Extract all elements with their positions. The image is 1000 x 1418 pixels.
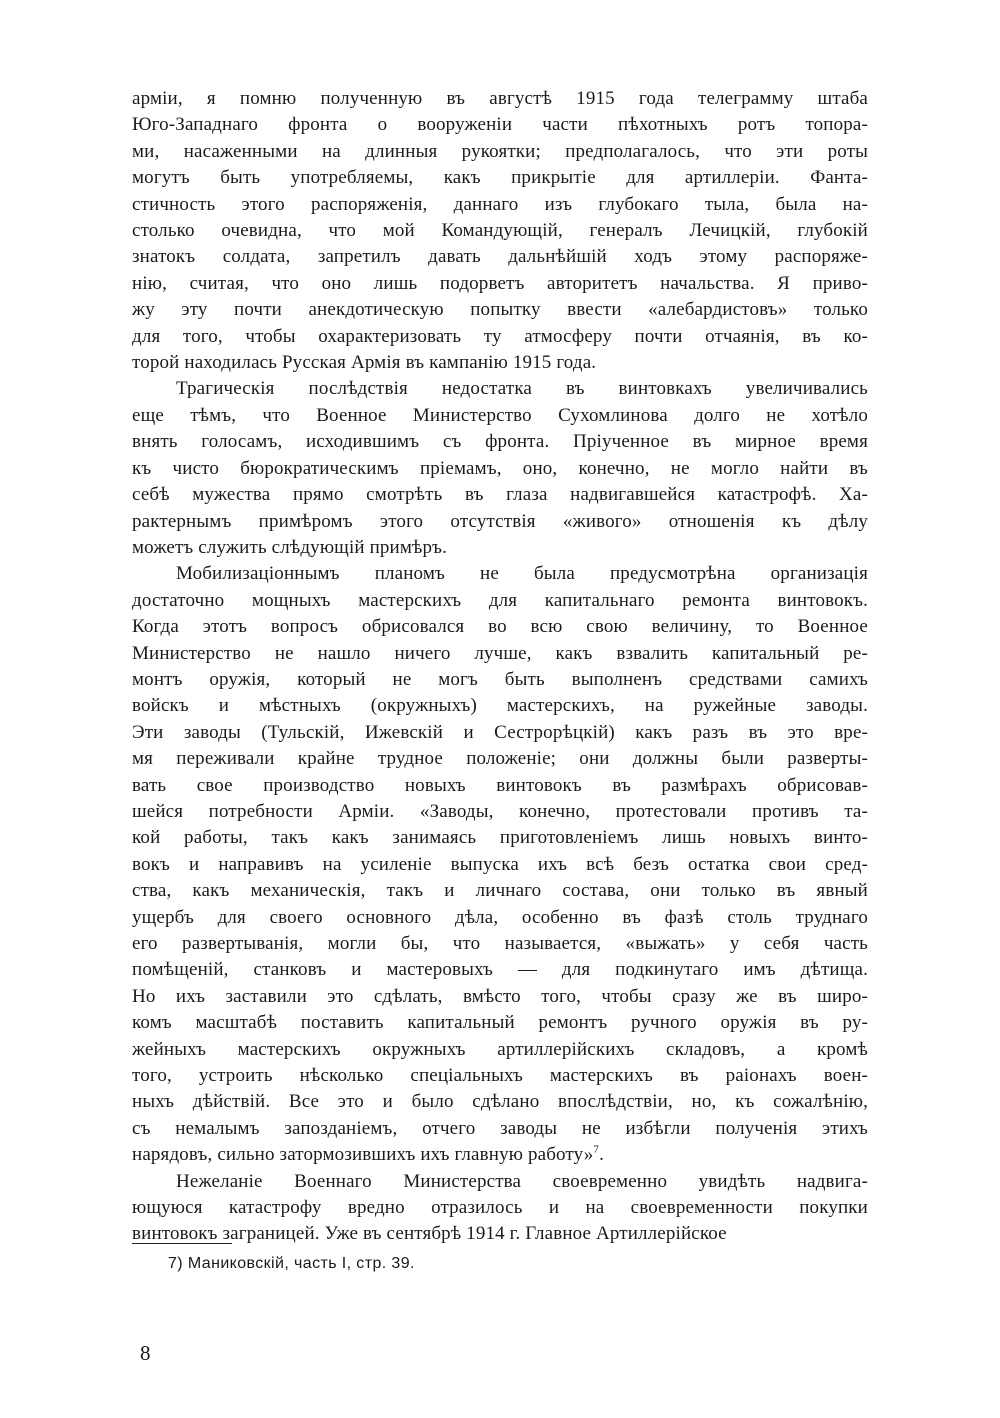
- text-line: нію, считая, что оно лишь подорветъ авторитетъ начальства. Я приво-: [132, 272, 868, 294]
- text-line: Мобилизаціоннымъ планомъ не была предусмотрѣна организація: [176, 563, 868, 585]
- text-line: стичность этого распоряженія, даннаго изъ глубокаго тыла, была на-: [132, 193, 868, 215]
- paragraph-2: [132, 376, 868, 561]
- text-line: ми, насаженными на длинныя рукоятки; предполагалось, что эти роты: [132, 140, 868, 162]
- text-line: внять голосамъ, исходившимъ съ фронта. Пріученное въ мирное время: [132, 431, 868, 453]
- page-number: 8: [140, 1341, 151, 1365]
- text-line: винтовокъ заграницей. Уже въ сентябрѣ 1914 г. Главное Артиллерійское: [132, 1223, 727, 1245]
- text-line: ныхъ дѣйствій. Все это и было сдѣлано впослѣдствіи, но, къ сожалѣнію,: [132, 1091, 868, 1113]
- text-line: арміи, я помню полученную въ августѣ 1915 года телеграмму штаба: [132, 88, 868, 109]
- text-line: войскъ и мѣстныхъ (окружныхъ) мастерскихъ, на ружейные заводы.: [132, 695, 868, 717]
- text-line: Когда этотъ вопросъ обрисовался во всю свою величину, то Военное: [132, 616, 868, 638]
- text-line: рактернымъ примѣромъ этого отсутствія «живого» отношенія къ дѣлу: [132, 510, 868, 532]
- paragraph-1: [132, 86, 868, 376]
- text-line: мя переживали крайне трудное положеніе; они должны были разверты-: [132, 748, 868, 770]
- text-line: комъ масштабѣ поставить капитальный ремонтъ ручного оружія въ ру-: [132, 1012, 868, 1034]
- paragraph-4: [132, 1169, 868, 1248]
- text-line: ущербъ для своего основного дѣла, особенно въ фазѣ столь труднаго: [132, 906, 868, 928]
- text-line: его развертыванія, могли бы, что называется, «выжать» у себя часть: [132, 933, 868, 954]
- text-line: помѣщеній, станковъ и мастеровыхъ — для подкинутаго имъ дѣтища.: [132, 959, 868, 981]
- text-line: съ немалымъ запозданіемъ, отчего заводы не избѣгли полученія этихъ: [132, 1117, 868, 1139]
- text-line: Юго-Западнаго фронта о вооруженіи части пѣхотныхъ ротъ топора-: [132, 114, 868, 136]
- text-line: достаточно мощныхъ мастерскихъ для капитальнаго ремонта винтовокъ.: [132, 589, 868, 611]
- text-line: столько очевидна, что мой Командующій, генералъ Лечицкій, глубокій: [132, 220, 868, 242]
- text-line: Эти заводы (Тульскій, Ижевскій и Сестрорѣцкій) какъ разъ въ это вре-: [132, 721, 868, 743]
- text-line: вать свое производство новыхъ винтовокъ въ размѣрахъ обрисовав-: [132, 774, 868, 796]
- text-line: кой работы, такъ какъ занимаясь приготовленіемъ лишь новыхъ винто-: [132, 827, 868, 849]
- text-line: знатокъ солдата, запретилъ давать дальнѣйшій ходъ этому распоряже-: [132, 246, 868, 268]
- text-line: ства, какъ механическія, такъ и личнаго состава, они только въ явный: [132, 880, 868, 902]
- text-line: шейся потребности Арміи. «Заводы, конечно, протестовали противъ та-: [132, 800, 868, 822]
- footnote-reference: 7: [593, 1143, 600, 1156]
- footnote-tail: .: [599, 1144, 604, 1166]
- text-line: къ чисто бюрократическимъ пріемамъ, оно, конечно, не могло найти въ: [132, 457, 868, 479]
- text-line: монтъ оружія, который не могъ быть выполненъ средствами самихъ: [132, 668, 868, 690]
- text-line: еще тѣмъ, что Военное Министерство Сухомлинова долго не хотѣло: [132, 404, 868, 426]
- text-line: ющуюся катастрофу вредно отразилось и на своевременности покупки: [132, 1197, 868, 1219]
- text-line: вокъ и направивъ на усиленіе выпуска ихъ всѣ безъ остатка свои сред-: [132, 853, 868, 875]
- text-line: того, устроить нѣсколько спеціальныхъ мастерскихъ въ раіонахъ воен-: [132, 1065, 868, 1087]
- text-line: жу эту почти анекдотическую попытку ввести «алебардистовъ» только: [132, 299, 868, 321]
- text-line: можетъ служить слѣдующій примѣръ.: [132, 536, 448, 558]
- text-line: могутъ быть употребляемы, какъ прикрытіе для артиллеріи. Фанта-: [132, 167, 868, 189]
- text-line: жейныхъ мастерскихъ окружныхъ артиллерійскихъ складовъ, а кромѣ: [132, 1038, 868, 1060]
- text-line: торой находилась Русская Армія въ кампанію 1915 года.: [132, 352, 597, 374]
- text-line: Трагическія послѣдствія недостатка въ винтовкахъ увеличивались: [176, 378, 868, 400]
- text-line: нарядовъ, сильно затормозившихъ ихъ главную работу»$^7$.: [132, 1143, 604, 1166]
- footnote: 7) Маниковскій, часть I, стр. 39.: [168, 1255, 415, 1272]
- text-line: для того, чтобы охарактеризовать ту атмосферу почти отчаянія, въ ко-: [132, 325, 868, 347]
- text-line: Министерство не нашло ничего лучше, какъ взвалить капитальный ре-: [132, 642, 868, 664]
- footnote-separator: [132, 1243, 232, 1244]
- text-line: себѣ мужества прямо смотрѣть въ глаза надвигавшейся катастрофѣ. Ха-: [132, 484, 868, 506]
- text-line: Нежеланіе Военнаго Министерства своевременно увидѣть надвига-: [176, 1170, 868, 1192]
- text-line: Но ихъ заставили это сдѣлать, вмѣсто того, чтобы сразу же въ широ-: [132, 985, 868, 1007]
- paragraph-3: [132, 561, 868, 1168]
- page-body: [132, 86, 868, 1248]
